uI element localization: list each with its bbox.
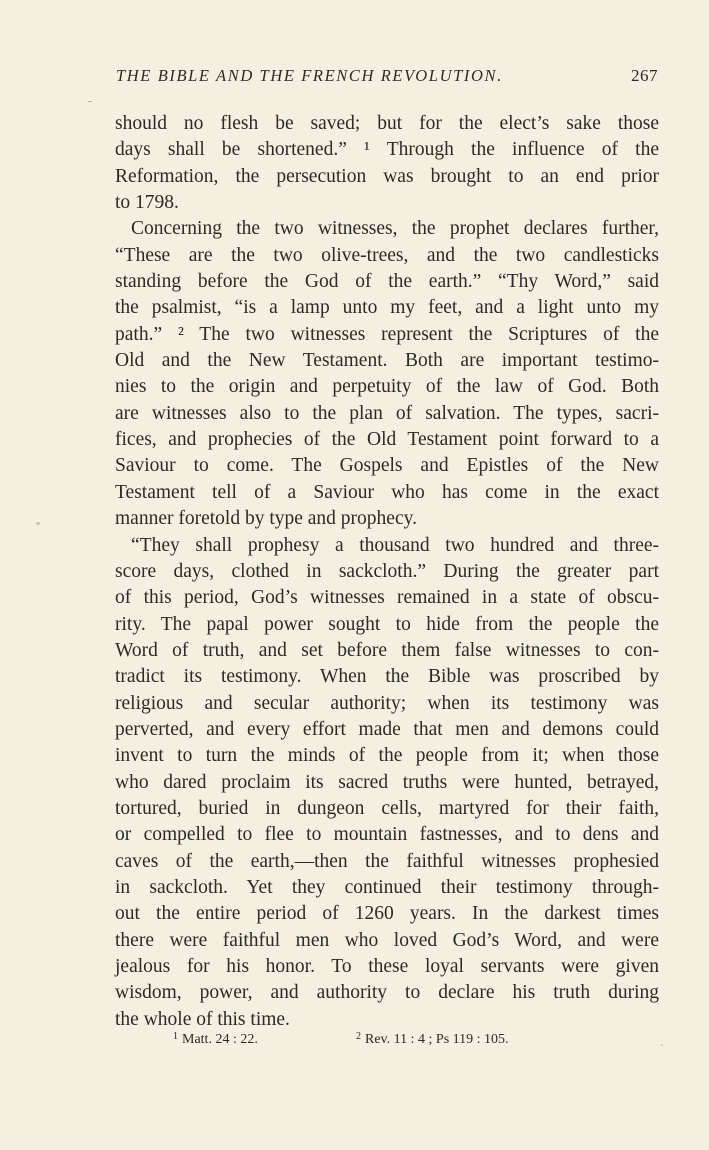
text-line: score days, clothed in sackcloth.” During the greater part: [115, 560, 659, 582]
text-line: manner foretold by type and prophecy.: [115, 508, 417, 530]
footnote-1: [173, 1031, 258, 1048]
text-line: rity. The papal power sought to hide from the people the: [115, 613, 659, 635]
text-line: there were faithful men who loved God’s Word, and were: [115, 929, 659, 951]
body-text: [115, 111, 659, 1033]
text-line: wisdom, power, and authority to declare his truth during: [115, 982, 659, 1004]
footnote-2: [356, 1031, 509, 1048]
text-line: tortured, buried in dungeon cells, martyred for their faith,: [115, 797, 659, 819]
text-line: who dared proclaim its sacred truths were hunted, betrayed,: [115, 771, 659, 793]
text-line: Old and the New Testament. Both are important testimo-: [115, 350, 659, 372]
text-line: Word of truth, and set before them false witnesses to con-: [115, 639, 659, 661]
text-line: “These are the two olive-trees, and the two candlesticks: [115, 244, 659, 266]
footnotes: [173, 1031, 593, 1051]
text-line: the psalmist, “is a lamp unto my feet, and a light unto my: [115, 297, 659, 319]
footnote-text: Matt. 24 : 22.: [182, 1032, 258, 1047]
text-line: Concerning the two witnesses, the prophet declares further,: [131, 218, 659, 240]
page-number: 267: [631, 66, 658, 85]
text-line: in sackcloth. Yet they continued their testimony through-: [115, 876, 659, 898]
text-line: “They shall prophesy a thousand two hundred and three-: [131, 534, 659, 556]
text-line: tradict its testimony. When the Bible was proscribed by: [115, 666, 659, 688]
footnote-text: Rev. 11 : 4 ; Ps 119 : 105.: [365, 1032, 509, 1047]
text-line: religious and secular authority; when its testimony was: [115, 692, 659, 714]
text-line: should no flesh be saved; but for the elect’s sake those: [115, 113, 659, 134]
text-line: of this period, God’s witnesses remained in a state of obscu-: [115, 587, 659, 609]
text-line: standing before the God of the earth.” “Thy Word,” said: [115, 271, 659, 293]
text-line: or compelled to flee to mountain fastnesses, and to dens and: [115, 824, 659, 846]
text-line: jealous for his honor. To these loyal servants were given: [115, 956, 659, 977]
header-rule-mark: [88, 101, 92, 102]
text-line: fices, and prophecies of the Old Testament point forward to a: [115, 429, 659, 451]
text-line: path.” ² The two witnesses represent the Scriptures of the: [115, 323, 659, 345]
text-line: Saviour to come. The Gospels and Epistles of the New: [115, 455, 659, 477]
footnote-marker: 1: [173, 1031, 178, 1042]
text-line: Reformation, the persecution was brought to an end prior: [115, 165, 659, 187]
text-line: invent to turn the minds of the people from it; when those: [115, 745, 659, 767]
text-line: caves of the earth,—then the faithful witnesses prophesied: [115, 850, 659, 872]
running-title: THE BIBLE AND THE FRENCH REVOLUTION.: [116, 66, 503, 85]
text-line: perverted, and every effort made that men and demons could: [115, 718, 659, 740]
text-line: to 1798.: [115, 192, 179, 214]
paper-speck: [661, 1044, 663, 1046]
text-line: days shall be shortened.” ¹ Through the influence of the: [115, 139, 659, 161]
text-line: the whole of this time.: [115, 1008, 290, 1030]
text-line: nies to the origin and perpetuity of the law of God. Both: [115, 376, 659, 398]
running-head: [100, 66, 660, 90]
footnote-marker: 2: [356, 1031, 361, 1042]
text-line: Testament tell of a Saviour who has come in the exact: [115, 481, 659, 503]
text-line: out the entire period of 1260 years. In the darkest times: [115, 903, 659, 925]
paper-speck: [36, 522, 40, 525]
text-line: are witnesses also to the plan of salvation. The types, sacri-: [115, 402, 659, 424]
